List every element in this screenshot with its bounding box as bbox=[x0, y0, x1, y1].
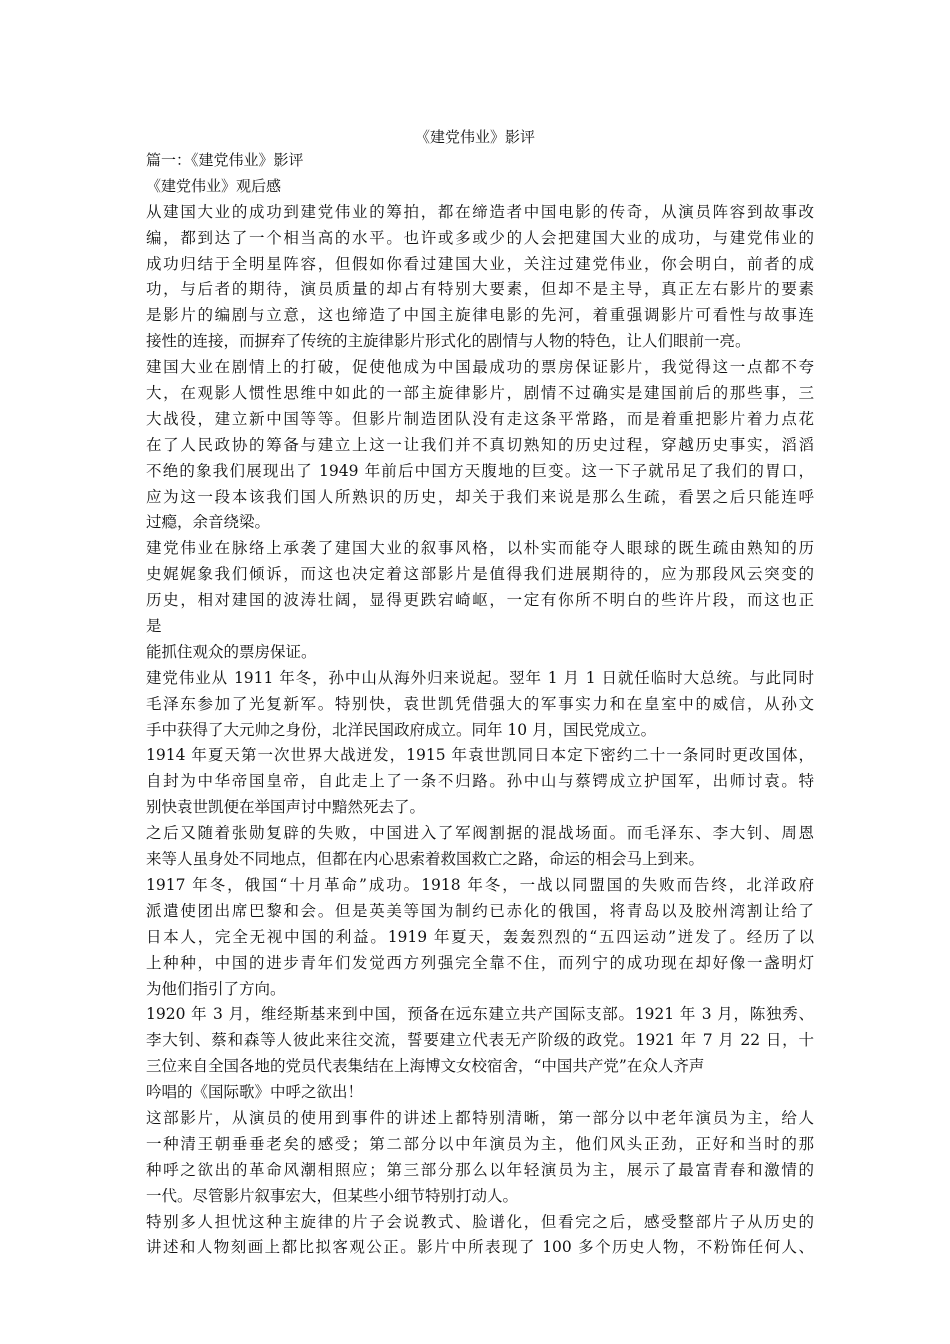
body-text-line: 特别多人担忧这种主旋律的片子会说教式、脸谱化，但看完之后，感受整部片子从历史的 bbox=[146, 1212, 814, 1231]
body-text-line: 史娓娓象我们倾诉，而这也决定着这部影片是值得我们进展期待的，应为那段风云突变的 bbox=[146, 565, 814, 584]
body-text-line: 来等人虽身处不同地点，但都在内心思索着救国救亡之路，命运的相会马上到来。 bbox=[146, 850, 705, 869]
body-text-line: 三位来自全国各地的党员代表集结在上海博文女校宿舍，“中国共产党”在众人齐声 bbox=[146, 1057, 705, 1076]
body-text-line: 历史，相对建国的波涛壮阔，显得更跌宕崎岖，一定有你所不明白的些许片段，而这也正 bbox=[146, 591, 814, 610]
body-text-line: 大，在观影人惯性思维中如此的一部主旋律影片，剧情不过确实是建国前后的那些事，三 bbox=[146, 384, 814, 403]
body-text-line: 建党伟业在脉络上承袭了建国大业的叙事风格，以朴实而能夺人眼球的既生疏由熟知的历 bbox=[146, 539, 814, 558]
body-text-line: 成功归结于全明星阵容，但假如你看过建国大业，关注过建党伟业，你会明白，前者的成 bbox=[146, 254, 814, 273]
body-text-line: 日本人，完全无视中国的利益。1919 年夏天，轰轰烈烈的“五四运动”迸发了。经历了以 bbox=[146, 927, 814, 946]
body-text-line: 不绝的象我们展现出了 1949 年前后中国方天腹地的巨变。这一下子就吊足了我们的胃口， bbox=[146, 461, 814, 480]
document-title: 《建党伟业》影评 bbox=[414, 128, 535, 146]
body-text-line: 能抓住观众的票房保证。 bbox=[146, 642, 317, 661]
body-text-line: 1917 年冬，俄国“十月革命”成功。1918 年冬，一战以同盟国的失败而告终，北洋政府 bbox=[146, 875, 814, 894]
body-text-line: 功，与后者的期待，演员质量的却占有特别大要素，但却不是主导，真正左右影片的要素 bbox=[146, 280, 814, 299]
body-text-line: 自封为中华帝国皇帝，自此走上了一条不归路。孙中山与蔡锷成立护国军，出师讨袁。特 bbox=[146, 772, 814, 791]
document-body bbox=[146, 148, 814, 1261]
body-text-line: 一代。尽管影片叙事宏大，但某些小细节特别打动人。 bbox=[146, 1186, 519, 1205]
body-text-line: 是 bbox=[146, 617, 162, 636]
body-text-line: 派遣使团出席巴黎和会。但是英美等国为制约已赤化的俄国，将青岛以及胶州湾割让给了 bbox=[146, 901, 814, 920]
body-text-line: 别快袁世凯便在举国声讨中黯然死去了。 bbox=[146, 798, 426, 817]
body-text-line: 一种清王朝垂垂老矣的感受；第二部分以中年演员为主，他们风头正劲，正好和当时的那 bbox=[146, 1134, 814, 1153]
body-text-line: 在了人民政协的筹备与建立上这一让我们并不真切熟知的历史过程，穿越历史事实，滔滔 bbox=[146, 435, 814, 454]
body-text-line: 应为这一段本该我们国人所熟识的历史，却关于我们来说是那么生疏，看罢之后只能连呼 bbox=[146, 487, 814, 506]
body-text-line: 这部影片，从演员的使用到事件的讲述上都特别清晰，第一部分以中老年演员为主，给人 bbox=[146, 1108, 814, 1127]
body-text-line: 1914 年夏天第一次世界大战迸发，1915 年袁世凯同日本定下密约二十一条同时更改国体， bbox=[146, 746, 814, 765]
body-text-line: 毛泽东参加了光复新军。特别快，袁世凯凭借强大的军事实力和在皇室中的威信，从孙文 bbox=[146, 694, 814, 713]
body-text-line: 种呼之欲出的革命风潮相照应；第三部分那么以年轻演员为主，展示了最富青春和激情的 bbox=[146, 1160, 814, 1179]
body-text-line: 大战役，建立新中国等等。但影片制造团队没有走这条平常路，而是着重把影片着力点花 bbox=[146, 409, 814, 428]
body-text-line: 之后又随着张勋复辟的失败，中国进入了军阀割据的混战场面。而毛泽东、李大钊、周恩 bbox=[146, 824, 814, 843]
body-text-line: 吟唱的《国际歌》中呼之欲出！ bbox=[146, 1083, 364, 1102]
section-heading: 篇一：《建党伟业》影评 bbox=[146, 151, 304, 169]
body-text-line: 是影片的编剧与立意，这也缔造了中国主旋律电影的先河，着重强调影片可看性与故事连 bbox=[146, 306, 814, 325]
body-text-line: 编，都到达了一个相当高的水平。也许或多或少的人会把建国大业的成功，与建党伟业的 bbox=[146, 228, 814, 247]
body-text-line: 建党伟业从 1911 年冬，孙中山从海外归来说起。翌年 1 月 1 日就任临时大总统。与此同时 bbox=[146, 668, 814, 687]
body-text-line: 手中获得了大元帅之身份，北洋民国政府成立。同年 10 月，国民党成立。 bbox=[146, 720, 657, 739]
body-text-line: 建国大业在剧情上的打破，促使他成为中国最成功的票房保证影片，我觉得这一点都不夸 bbox=[146, 358, 814, 377]
subtitle: 《建党伟业》观后感 bbox=[146, 176, 282, 195]
body-text-line: 上种种，中国的进步青年们发觉西方列强完全靠不住，而列宁的成功现在却好像一盏明灯 bbox=[146, 953, 814, 972]
body-text-line: 接性的连接，而摒弃了传统的主旋律影片形式化的剧情与人物的特色，让人们眼前一亮。 bbox=[146, 332, 751, 351]
body-text-line: 1920 年 3 月，维经斯基来到中国，预备在远东建立共产国际支部。1921 年 3 月，陈独秀、 bbox=[146, 1005, 814, 1024]
body-text-line: 从建国大业的成功到建党伟业的筹拍，都在缔造者中国电影的传奇，从演员阵容到故事改 bbox=[146, 202, 814, 221]
body-text-line: 李大钊、蔡和森等人彼此来往交流，誓要建立代表无产阶级的政党。1921 年 7 月 22 日，十 bbox=[146, 1031, 814, 1050]
body-text-line: 过瘾，余音绕梁。 bbox=[146, 513, 271, 532]
body-text-line: 讲述和人物刻画上都比拟客观公正。影片中所表现了 100 多个历史人物，不粉饰任何人、 bbox=[146, 1238, 814, 1257]
body-text-line: 为他们指引了方向。 bbox=[146, 979, 286, 998]
